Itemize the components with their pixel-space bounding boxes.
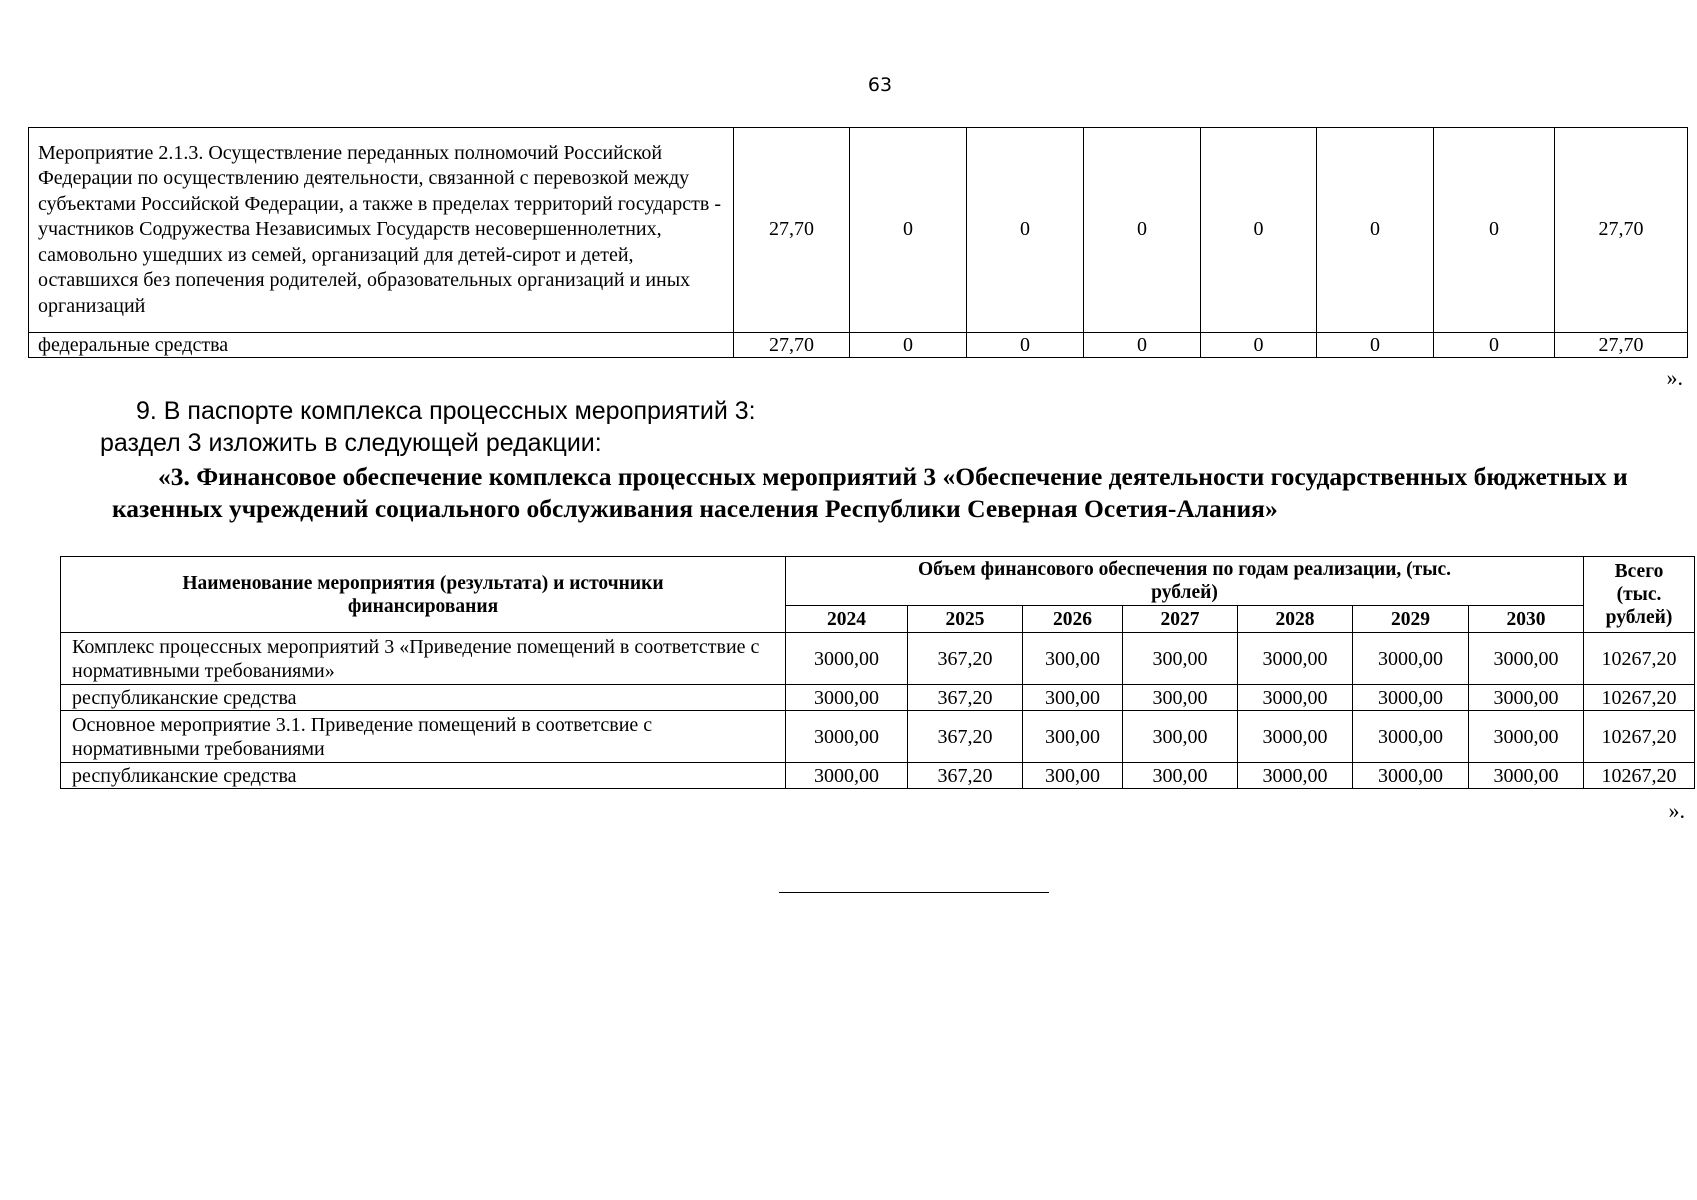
table-row bbox=[61, 711, 1695, 763]
value-cell: 0 bbox=[850, 333, 967, 358]
value-cell: 0 bbox=[1084, 333, 1201, 358]
value-cell: 0 bbox=[1317, 333, 1434, 358]
value-cell: 367,20 bbox=[908, 763, 1023, 789]
row-name: Мероприятие 2.1.3. Осуществление переданных полномочий Российской Федерации по осуществлению деятельности, связанной с перевозкой между субъектами Российской Федерации, а также в пределах территорий государств - участников Содружества Независимых Государств несовершеннолетних, самовольно ушедших из семей, организаций для детей-сирот и детей, оставшихся без попечения родителей, образовательных организаций и иных организаций bbox=[29, 128, 734, 333]
value-cell: 0 bbox=[1434, 333, 1555, 358]
header-name: Наименование мероприятия (результата) и источники финансирования bbox=[61, 557, 786, 633]
row-name: Комплекс процессных мероприятий 3 «Приведение помещений в соответствие с нормативными требованиями» bbox=[61, 633, 786, 685]
row-name: республиканские средства bbox=[61, 685, 786, 711]
value-cell: 3000,00 bbox=[1469, 633, 1584, 685]
value-cell: 3000,00 bbox=[1353, 633, 1469, 685]
value-cell: 300,00 bbox=[1123, 685, 1238, 711]
table-row bbox=[61, 685, 1695, 711]
table-header-row bbox=[61, 557, 1695, 606]
total-cell: 27,70 bbox=[1555, 128, 1688, 333]
row-name: Основное мероприятие 3.1. Приведение помещений в соответсвие с нормативными требованиями bbox=[61, 711, 786, 763]
value-cell: 300,00 bbox=[1023, 685, 1123, 711]
value-cell: 300,00 bbox=[1023, 711, 1123, 763]
total-cell: 10267,20 bbox=[1584, 633, 1695, 685]
value-cell: 0 bbox=[1317, 128, 1434, 333]
value-cell: 300,00 bbox=[1123, 763, 1238, 789]
value-cell: 0 bbox=[1201, 128, 1317, 333]
year-header: 2026 bbox=[1023, 606, 1123, 633]
table-row bbox=[61, 763, 1695, 789]
table-row bbox=[29, 128, 1688, 333]
value-cell: 3000,00 bbox=[1353, 763, 1469, 789]
year-header: 2030 bbox=[1469, 606, 1584, 633]
value-cell: 300,00 bbox=[1023, 763, 1123, 789]
table-row bbox=[29, 333, 1688, 358]
value-cell: 3000,00 bbox=[786, 711, 908, 763]
table-row bbox=[61, 633, 1695, 685]
paragraph: 9. В паспорте комплекса процессных мероприятий 3: bbox=[136, 397, 756, 425]
value-cell: 3000,00 bbox=[1353, 685, 1469, 711]
year-header: 2025 bbox=[908, 606, 1023, 633]
paragraph: раздел 3 изложить в следующей редакции: bbox=[100, 429, 602, 457]
year-header: 2024 bbox=[786, 606, 908, 633]
value-cell: 3000,00 bbox=[786, 685, 908, 711]
value-cell: 3000,00 bbox=[1469, 711, 1584, 763]
header-volume: Объем финансового обеспечения по годам реализации, (тыс. рублей) bbox=[786, 557, 1584, 606]
value-cell: 300,00 bbox=[1023, 633, 1123, 685]
funding-table bbox=[60, 556, 1695, 789]
closing-quote-mark: ». bbox=[1668, 798, 1685, 823]
value-cell: 300,00 bbox=[1123, 711, 1238, 763]
signature-divider bbox=[779, 892, 1049, 893]
value-cell: 3000,00 bbox=[1469, 685, 1584, 711]
value-cell: 3000,00 bbox=[1469, 763, 1584, 789]
page-number: 63 bbox=[867, 74, 893, 96]
value-cell: 367,20 bbox=[908, 685, 1023, 711]
value-cell: 367,20 bbox=[908, 633, 1023, 685]
total-cell: 27,70 bbox=[1555, 333, 1688, 358]
year-header: 2029 bbox=[1353, 606, 1469, 633]
value-cell: 0 bbox=[850, 128, 967, 333]
value-cell: 0 bbox=[1084, 128, 1201, 333]
value-cell: 3000,00 bbox=[1238, 711, 1353, 763]
value-cell: 0 bbox=[967, 128, 1084, 333]
year-header: 2028 bbox=[1238, 606, 1353, 633]
value-cell: 27,70 bbox=[734, 333, 850, 358]
funding-table-continuation bbox=[28, 127, 1688, 358]
header-total: Всего (тыс. рублей) bbox=[1584, 557, 1695, 633]
total-cell: 10267,20 bbox=[1584, 685, 1695, 711]
value-cell: 3000,00 bbox=[1238, 685, 1353, 711]
value-cell: 0 bbox=[1434, 128, 1555, 333]
total-cell: 10267,20 bbox=[1584, 763, 1695, 789]
year-header: 2027 bbox=[1123, 606, 1238, 633]
row-name: федеральные средства bbox=[29, 333, 734, 358]
value-cell: 3000,00 bbox=[786, 633, 908, 685]
row-name: республиканские средства bbox=[61, 763, 786, 789]
value-cell: 3000,00 bbox=[1353, 711, 1469, 763]
section-heading: «3. Финансовое обеспечение комплекса процессных мероприятий 3 «Обеспечение деятельности государственных бюджетных и казенных учреждений социального обслуживания населения Республики Северная Осетия-Алания» bbox=[112, 462, 1628, 523]
value-cell: 300,00 bbox=[1123, 633, 1238, 685]
value-cell: 27,70 bbox=[734, 128, 850, 333]
total-cell: 10267,20 bbox=[1584, 711, 1695, 763]
value-cell: 0 bbox=[967, 333, 1084, 358]
value-cell: 3000,00 bbox=[1238, 763, 1353, 789]
value-cell: 3000,00 bbox=[1238, 633, 1353, 685]
value-cell: 0 bbox=[1201, 333, 1317, 358]
closing-quote-mark: ». bbox=[1666, 365, 1683, 390]
value-cell: 3000,00 bbox=[786, 763, 908, 789]
value-cell: 367,20 bbox=[908, 711, 1023, 763]
